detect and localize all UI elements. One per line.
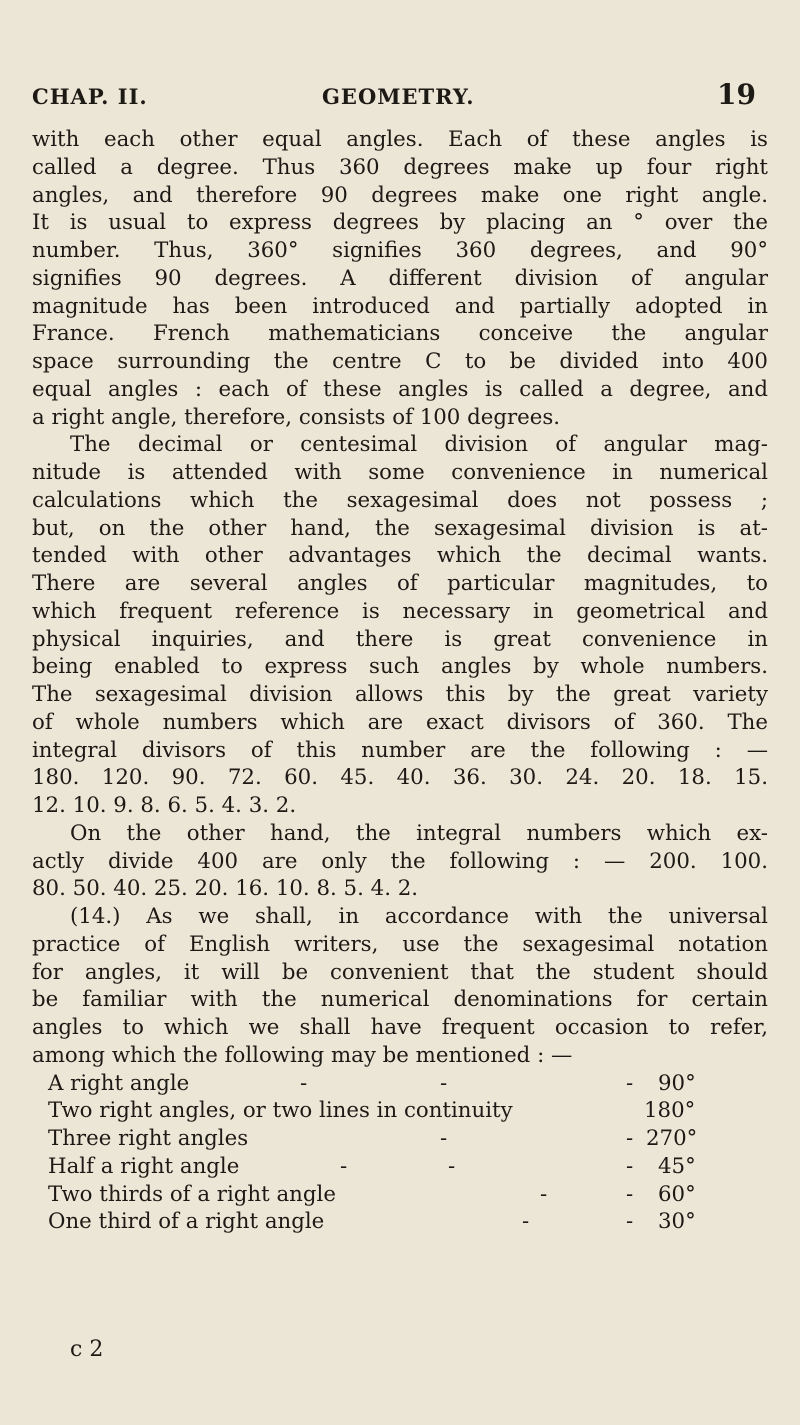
running-header bbox=[32, 78, 756, 118]
angle-label: A right angle bbox=[48, 1070, 190, 1096]
text-line: space surrounding the centre C to be divided into 400 bbox=[32, 349, 768, 374]
text-line: called a degree. Thus 360 degrees make up four right bbox=[32, 154, 768, 180]
angle-value: 270° bbox=[646, 1126, 698, 1151]
angle-label: Half a right angle bbox=[48, 1153, 240, 1179]
text-line: tended with other advantages which the decimal wants. bbox=[32, 543, 768, 569]
leader-dash: - bbox=[626, 1181, 634, 1207]
text-line: actly divide 400 are only the following : — 200. 100. bbox=[32, 848, 768, 874]
angle-row bbox=[32, 1097, 768, 1125]
text-line: The sexagesimal division allows this by the great variety bbox=[32, 682, 768, 707]
paragraph-start: On the other hand, the integral numbers which ex- bbox=[70, 820, 768, 846]
angle-value: 30° bbox=[658, 1209, 696, 1235]
text-line: practice of English writers, use the sexagesimal notation bbox=[32, 931, 768, 957]
leader-dash: - bbox=[626, 1126, 634, 1151]
angle-label: Two right angles, or two lines in continuity bbox=[48, 1098, 513, 1124]
text-line: signifies 90 degrees. A different division of angular bbox=[32, 265, 768, 291]
leader-dash: - bbox=[440, 1070, 448, 1096]
text-line: of whole numbers which are exact divisors of 360. The bbox=[32, 709, 768, 735]
text-line: equal angles : each of these angles is called a degree, and bbox=[32, 376, 768, 402]
chapter-label: CHAP. II. bbox=[32, 84, 148, 109]
text-line: There are several angles of particular magnitudes, to bbox=[32, 571, 768, 596]
text-line: angles to which we shall have frequent occasion to refer, bbox=[32, 1015, 768, 1040]
text-line: nitude is attended with some convenience in numerical bbox=[32, 460, 768, 485]
leader-dash: - bbox=[340, 1153, 348, 1179]
text-line: France. French mathematicians conceive the angular bbox=[32, 321, 768, 347]
text-line: It is usual to express degrees by placing an ° over the bbox=[32, 210, 768, 236]
text-line: being enabled to express such angles by whole numbers. bbox=[32, 654, 768, 680]
text-line: calculations which the sexagesimal does not possess ; bbox=[32, 487, 768, 513]
angle-label: Three right angles bbox=[48, 1126, 249, 1151]
text-line: integral divisors of this number are the following : — bbox=[32, 737, 768, 763]
section-14-start: (14.) As we shall, in accordance with the universal bbox=[70, 904, 768, 929]
text-line: a right angle, therefore, consists of 100 degrees. bbox=[32, 404, 561, 430]
text-line: which frequent reference is necessary in geometrical and bbox=[32, 598, 768, 624]
angle-label: Two thirds of a right angle bbox=[48, 1181, 336, 1207]
angle-row bbox=[32, 1208, 768, 1236]
leader-dash: - bbox=[448, 1153, 456, 1179]
angle-row bbox=[32, 1181, 768, 1209]
leader-dash: - bbox=[626, 1153, 634, 1179]
leader-dash: - bbox=[626, 1070, 634, 1096]
leader-dash: - bbox=[440, 1126, 448, 1151]
text-line: but, on the other hand, the sexagesimal division is at- bbox=[32, 515, 768, 541]
text-line: angles, and therefore 90 degrees make one right angle. bbox=[32, 182, 768, 208]
angle-label: One third of a right angle bbox=[48, 1209, 325, 1235]
angle-value: 60° bbox=[658, 1181, 696, 1207]
running-title: GEOMETRY. bbox=[322, 84, 475, 109]
divisors-line: 12. 10. 9. 8. 6. 5. 4. 3. 2. bbox=[32, 793, 297, 818]
angle-table bbox=[32, 1070, 768, 1237]
angle-row bbox=[32, 1153, 768, 1181]
text-line: magnitude has been introduced and partially adopted in bbox=[32, 293, 768, 319]
paragraph-start: The decimal or centesimal division of angular mag- bbox=[70, 432, 768, 458]
text-line: for angles, it will be convenient that the student should bbox=[32, 959, 768, 985]
leader-dash: - bbox=[300, 1070, 308, 1096]
text-line: be familiar with the numerical denominations for certain bbox=[32, 987, 768, 1013]
leader-dash: - bbox=[626, 1209, 634, 1235]
signature-mark: c 2 bbox=[70, 1337, 104, 1362]
angle-value: 45° bbox=[658, 1153, 696, 1179]
text-line: physical inquiries, and there is great convenience in bbox=[32, 626, 768, 652]
divisors-line: 180. 120. 90. 72. 60. 45. 40. 36. 30. 24. 20. 18. 15. bbox=[32, 765, 768, 791]
page-number: 19 bbox=[717, 78, 756, 111]
leader-dash: - bbox=[540, 1181, 548, 1207]
body-text bbox=[32, 126, 768, 1236]
leader-dash: - bbox=[522, 1209, 530, 1235]
angle-row bbox=[32, 1070, 768, 1098]
angle-value: 180° bbox=[644, 1098, 696, 1124]
text-line: among which the following may be mentioned : — bbox=[32, 1042, 573, 1068]
divisors-line: 80. 50. 40. 25. 20. 16. 10. 8. 5. 4. 2. bbox=[32, 876, 419, 902]
angle-value: 90° bbox=[658, 1070, 696, 1096]
text-line: with each other equal angles. Each of these angles is bbox=[32, 127, 768, 152]
angle-row bbox=[32, 1125, 768, 1153]
text-line: number. Thus, 360° signifies 360 degrees, and 90° bbox=[32, 238, 768, 263]
